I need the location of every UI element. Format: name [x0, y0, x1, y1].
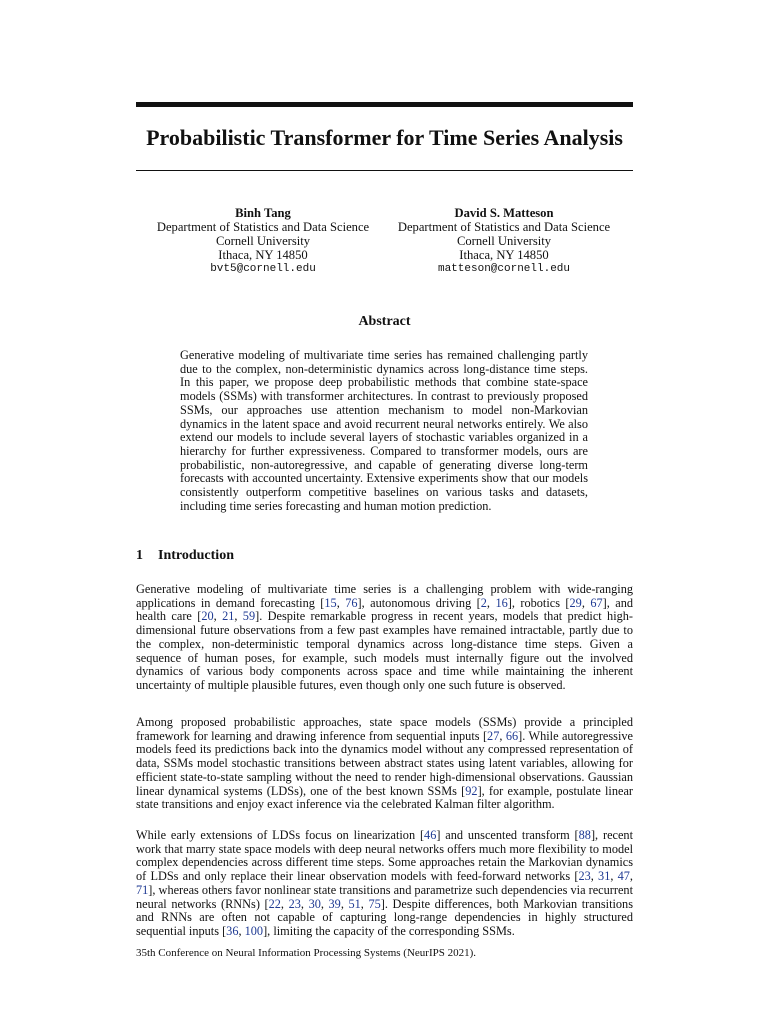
author-institution: Cornell University — [215, 234, 311, 248]
paragraph-text: ], limiting the capacity of the corresponding SSMs. — [263, 923, 515, 938]
paragraph-text: ], whereas others favor nonlinear state transitions and parametrize such dependencies via recurrent neural networks (RNNs) [ — [136, 882, 633, 911]
citation-link[interactable]: 21 — [222, 609, 235, 624]
paragraph-text: ]. Despite differences, both Markovian transitions and RNNs are often not capable of capturing long-range dependencies in highly structured sequential inputs [ — [136, 896, 633, 938]
author-department: Department of Statistics and Data Science — [397, 220, 611, 234]
citation-link[interactable]: 31 — [598, 869, 611, 884]
paragraph-text: , — [280, 896, 289, 911]
citation-link[interactable]: 23 — [578, 869, 591, 884]
author-institution: Cornell University — [456, 234, 552, 248]
author-location: Ithaca, NY 14850 — [459, 248, 549, 262]
section-heading — [136, 548, 234, 564]
section-title: Introduction — [158, 548, 234, 563]
abstract-text: Generative modeling of multivariate time series has remained challenging partly due to the complex, non-deterministic dynamics across long-distance time steps. In this paper, we propose deep probabilistic methods that combine state-space models (SSMs) with transformer architectures. In contrast to previously proposed SSMs, our approaches use attention mechanism to model non-Markovian dynamics in the latent space and avoid recurrent neural networks entirely. We also extend our models to include several layers of stochastic variables organized in a hierarchy for further expressiveness. Compared to transformer models, ours are probabilistic, non-autoregressive, and capable of generating diverse long-term forecasts with accounted uncertainty. Extensive experiments show that our models consistently outperform competitive baselines on various tasks and datasets, including time series forecasting and human motion prediction. — [180, 348, 588, 513]
intro-paragraph-3 — [136, 829, 633, 939]
author-block-1 — [143, 206, 383, 276]
paragraph-text: , — [590, 869, 599, 884]
paragraph-text: , — [581, 595, 591, 610]
paragraph-text: , — [629, 869, 633, 884]
conference-footer: 35th Conference on Neural Information Processing Systems (NeurIPS 2021). — [136, 947, 477, 959]
citation-link[interactable]: 2 — [480, 595, 487, 610]
paragraph-text: ]. While autoregressive models feed its predictions back into the dynamics model without any compressed representation of data, SSMs model stochastic transitions between abstract states using latent variables, allowing for efficient state-to-state sampling without the need to render high-dimensional observations. Gaussian linear dynamical systems (LDSs), one of the best known SSMs [ — [136, 728, 633, 798]
abstract-heading: Abstract — [358, 314, 411, 329]
paragraph-text: ], for example, postulate linear state transitions and enjoy exact inference via the celebrated Kalman filter algorithm. — [136, 783, 633, 812]
citation-link[interactable]: 92 — [465, 783, 478, 798]
title-bottom-rule — [136, 170, 633, 171]
citation-link[interactable]: 36 — [226, 923, 239, 938]
paragraph-text: , — [234, 609, 243, 624]
citation-link[interactable]: 16 — [495, 595, 508, 610]
citation-link[interactable]: 27 — [487, 728, 500, 743]
citation-link[interactable]: 71 — [136, 882, 149, 897]
paragraph-text: , — [486, 595, 496, 610]
paragraph-text: , — [499, 728, 506, 743]
paragraph-text: ], robotics [ — [507, 595, 570, 610]
citation-link[interactable]: 76 — [345, 595, 358, 610]
title-top-rule — [136, 102, 633, 107]
citation-link[interactable]: 30 — [308, 896, 321, 911]
paragraph-text: ] and unscented transform [ — [436, 828, 579, 842]
citation-link[interactable]: 22 — [268, 896, 281, 911]
author-location: Ithaca, NY 14850 — [218, 248, 308, 262]
citation-link[interactable]: 23 — [288, 896, 301, 911]
paper-title: Probabilistic Transformer for Time Series Analysis — [146, 125, 623, 150]
paragraph-text: , — [340, 896, 349, 911]
author-name: David S. Matteson — [454, 206, 554, 220]
paragraph-text: Among proposed probabilistic approaches, state space models (SSMs) provide a principled framework for learning and drawing inference from sequential inputs [ — [136, 715, 633, 743]
paragraph-text: , — [360, 896, 369, 911]
paragraph-text: ]. Despite remarkable progress in recent years, models that predict high-dimensional future observations from a few past examples have remained intractable, partly due to the complex, non-deterministic temporal dynamics across long-distance time steps. Given a sequence of human poses, for example, such models must internally figure out the involved dynamics of various body components across space and time while maintaining the inherent uncertainty of multiple plausible futures, even though only one such future is observed. — [136, 609, 633, 692]
paragraph-text: While early extensions of LDSs focus on linearization [ — [136, 828, 425, 842]
paragraph-text: , — [213, 609, 223, 624]
paragraph-text: ], and health care [ — [136, 595, 634, 624]
section-number: 1 — [136, 548, 143, 563]
author-email[interactable]: matteson@cornell.edu — [437, 263, 571, 275]
paragraph-text: Generative modeling of multivariate time series is a challenging problem with wide-ranging applications in demand forecasting [ — [136, 582, 633, 610]
paragraph-text: ], recent work that marry state space models with deep neural networks offers much more flexibility to model complex dependencies across different time steps. Some approaches retain the Markovian dynamics of LDSs and only replace their linear observation models with feed-forward networks [ — [136, 828, 634, 884]
author-name: Binh Tang — [235, 206, 291, 220]
author-email[interactable]: bvt5@cornell.edu — [210, 263, 316, 275]
citation-link[interactable]: 46 — [424, 828, 437, 842]
citation-link[interactable]: 100 — [244, 923, 264, 938]
author-block-2 — [384, 206, 624, 276]
author-department: Department of Statistics and Data Science — [156, 220, 370, 234]
paragraph-text: ], autonomous driving [ — [357, 595, 481, 610]
citation-link[interactable]: 51 — [348, 896, 361, 911]
citation-link[interactable]: 66 — [505, 728, 519, 743]
intro-paragraph-2 — [136, 716, 633, 812]
paragraph-text: , — [238, 923, 245, 938]
citation-link[interactable]: 59 — [242, 609, 256, 624]
citation-link[interactable]: 47 — [617, 869, 630, 884]
paragraph-text: , — [610, 869, 618, 884]
citation-link[interactable]: 20 — [201, 609, 214, 624]
citation-link[interactable]: 39 — [328, 896, 341, 911]
citation-link[interactable]: 15 — [324, 595, 337, 610]
citation-link[interactable]: 29 — [569, 595, 582, 610]
citation-link[interactable]: 88 — [578, 828, 591, 842]
citation-link[interactable]: 75 — [368, 896, 381, 911]
paragraph-text: , — [336, 595, 346, 610]
intro-paragraph-1 — [136, 583, 633, 693]
citation-link[interactable]: 67 — [590, 595, 603, 610]
paragraph-text: , — [320, 896, 329, 911]
paragraph-text: , — [300, 896, 309, 911]
